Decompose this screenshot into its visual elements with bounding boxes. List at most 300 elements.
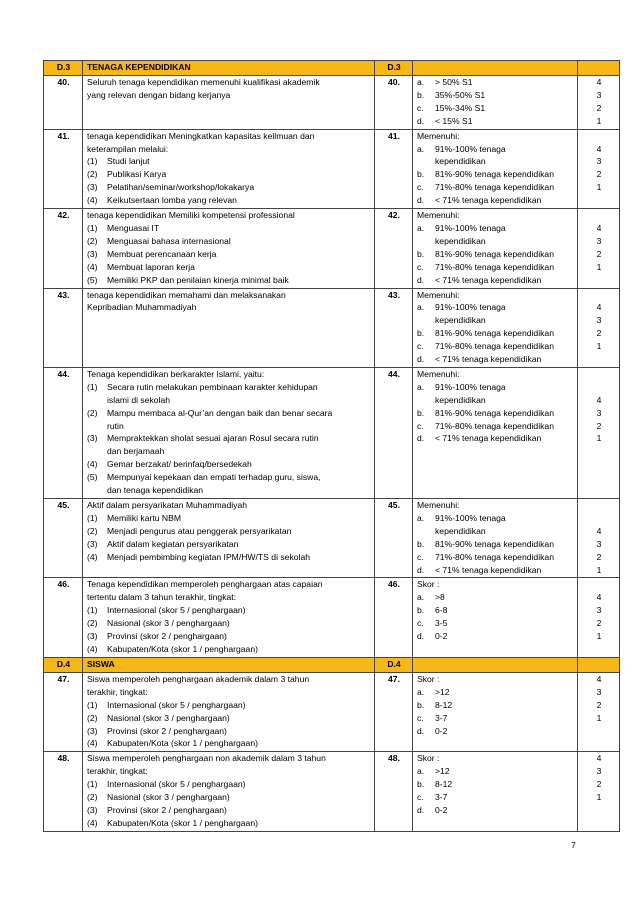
criteria-label: c. <box>417 341 424 352</box>
criteria-label: d. <box>417 115 425 126</box>
criteria-cell <box>413 752 578 831</box>
score-value: 3 <box>596 315 602 326</box>
criteria-line: < 15% S1 <box>435 115 473 126</box>
item-text <box>107 804 371 817</box>
indicator-number-right: 46. <box>375 578 413 657</box>
page-number: 7 <box>571 840 576 850</box>
indicator-description <box>83 76 375 130</box>
criteria-option <box>417 804 574 817</box>
item-label: (5) <box>87 472 98 483</box>
score-value: 1 <box>596 341 602 352</box>
score-value: 2 <box>596 102 602 113</box>
criteria-label: b. <box>417 779 425 790</box>
criteria-line: 81%-90% tenaga kependidikan <box>435 169 554 180</box>
indicator-number: 46. <box>44 578 83 657</box>
criteria-option <box>417 604 574 617</box>
score-value: 1 <box>596 261 602 272</box>
criteria-option <box>417 699 574 712</box>
criteria-line: 91%-100% tenaga <box>435 512 506 523</box>
indicator-number-right: 40. <box>375 76 413 130</box>
score-value: 4 <box>596 592 602 603</box>
item-line: dan tenaga kependidikan <box>107 485 204 496</box>
score-spacer <box>582 209 616 222</box>
criteria-line: 81%-90% tenaga kependidikan <box>435 407 554 418</box>
criteria-line: 35%-50% S1 <box>435 89 486 100</box>
criteria-option <box>417 591 574 604</box>
item-line: Keikutsertaan lomba yang relevan <box>107 195 237 206</box>
criteria-line: < 71% tenaga kependidikan <box>435 354 542 365</box>
criteria-line: 91%-100% tenaga <box>435 143 506 154</box>
item-line: Nasional (skor 3 / penghargaan) <box>107 792 230 803</box>
item-text <box>107 617 371 630</box>
item-label: (4) <box>87 738 98 749</box>
score-value: 3 <box>596 605 602 616</box>
criteria-label: b. <box>417 89 425 100</box>
item-label: (3) <box>87 631 98 642</box>
item-line: Mempraktekkan sholat sesuai ajaran Rosul secara rutin <box>107 433 319 444</box>
criteria-label: a. <box>417 222 425 233</box>
criteria-option <box>417 420 574 433</box>
description-item <box>87 525 371 538</box>
criteria-text <box>435 630 574 643</box>
criteria-text <box>435 420 574 433</box>
item-text <box>107 699 371 712</box>
score-spacer <box>582 512 616 525</box>
indicator-number-right: 41. <box>375 129 413 208</box>
item-line: Publikasi Karya <box>107 169 167 180</box>
indicator-description <box>83 672 375 751</box>
description-line: Siswa memperoleh penghargaan non akademik dalam 3 tahun <box>87 753 326 764</box>
criteria-text <box>435 604 574 617</box>
indicator-number: 48. <box>44 752 83 831</box>
indicator-description <box>83 288 375 367</box>
description-line: tenaga kependidikan Memiliki kompetensi professional <box>87 210 295 221</box>
item-text <box>107 222 371 235</box>
criteria-line: 8-12 <box>435 699 453 710</box>
item-label: (4) <box>87 195 98 206</box>
description-line: tenaga kependidikan memahami dan melaksanakan <box>87 289 286 300</box>
description-item <box>87 458 371 471</box>
score-cell <box>578 209 620 288</box>
description-item <box>87 699 371 712</box>
description-item <box>87 261 371 274</box>
item-text <box>107 274 371 287</box>
criteria-option <box>417 538 574 551</box>
item-text <box>107 512 371 525</box>
item-text <box>107 817 371 830</box>
item-line: Internasional (skor 5 / penghargaan) <box>107 699 246 710</box>
criteria-option <box>417 222 574 248</box>
criteria-text <box>435 564 574 577</box>
criteria-label: c. <box>417 182 424 193</box>
section-score-cell <box>578 61 620 76</box>
criteria-option <box>417 630 574 643</box>
indicator-number: 40. <box>44 76 83 130</box>
criteria-line: kependidikan <box>435 235 486 246</box>
criteria-text <box>435 248 574 261</box>
criteria-label: d. <box>417 631 425 642</box>
criteria-line: 3-7 <box>435 712 448 723</box>
criteria-text <box>435 340 574 353</box>
criteria-label: a. <box>417 592 425 603</box>
score-value: 1 <box>596 792 602 803</box>
criteria-text <box>435 168 574 181</box>
score-value: 1 <box>596 564 602 575</box>
criteria-line: kependidikan <box>435 156 486 167</box>
score-value: 3 <box>596 538 602 549</box>
description-item <box>87 778 371 791</box>
description-item <box>87 248 371 261</box>
indicator-number-right: 43. <box>375 288 413 367</box>
score-value: 2 <box>596 618 602 629</box>
item-text <box>107 194 371 207</box>
criteria-option <box>417 168 574 181</box>
criteria-option <box>417 181 574 194</box>
indicator-number: 44. <box>44 367 83 498</box>
score-spacer <box>582 289 616 302</box>
section-title: SISWA <box>83 657 375 672</box>
score-spacer <box>582 499 616 512</box>
criteria-line: >12 <box>435 766 450 777</box>
criteria-label: d. <box>417 274 425 285</box>
criteria-text <box>435 143 574 169</box>
description-item <box>87 737 371 750</box>
item-line: Nasional (skor 3 / penghargaan) <box>107 618 230 629</box>
item-line: Memiliki PKP dan penilaian kinerja minimal baik <box>107 274 289 285</box>
criteria-text <box>435 712 574 725</box>
criteria-line: < 71% tenaga kependidikan <box>435 195 542 206</box>
score-cell <box>578 752 620 831</box>
criteria-label: b. <box>417 605 425 616</box>
indicator-row <box>44 672 620 751</box>
item-line: Internasional (skor 5 / penghargaan) <box>107 779 246 790</box>
criteria-label: c. <box>417 420 424 431</box>
item-line: Mampu membaca al-Qur’an dengan baik dan benar secara <box>107 407 333 418</box>
description-line: Aktif dalam persyarikatan Muhammadiyah <box>87 500 248 510</box>
score-value: 1 <box>596 433 602 444</box>
indicator-row <box>44 367 620 498</box>
criteria-text <box>435 353 574 366</box>
criteria-line: kependidikan <box>435 525 486 536</box>
item-line: Pelatihan/seminar/workshop/lokakarya <box>107 182 255 193</box>
section-code: D.4 <box>44 657 83 672</box>
indicator-number-right: 45. <box>375 499 413 578</box>
indicator-row <box>44 499 620 578</box>
item-label: (2) <box>87 712 98 723</box>
description-item <box>87 274 371 287</box>
score-value: 1 <box>596 182 602 193</box>
criteria-line: 91%-100% tenaga <box>435 222 506 233</box>
criteria-text <box>435 102 574 115</box>
criteria-line: 3-5 <box>435 618 448 629</box>
score-cell <box>578 288 620 367</box>
item-label: (1) <box>87 605 98 616</box>
item-text <box>107 407 371 433</box>
description-item <box>87 512 371 525</box>
indicator-description <box>83 129 375 208</box>
criteria-heading: Memenuhi: <box>417 289 460 300</box>
description-item <box>87 617 371 630</box>
criteria-text <box>435 261 574 274</box>
score-value: 4 <box>596 673 602 684</box>
criteria-cell <box>413 288 578 367</box>
item-label: (2) <box>87 792 98 803</box>
item-text <box>107 155 371 168</box>
score-value: 1 <box>596 712 602 723</box>
criteria-label: c. <box>417 618 424 629</box>
description-item <box>87 817 371 830</box>
criteria-heading: Skor : <box>417 579 440 590</box>
criteria-line: kependidikan <box>435 315 486 326</box>
criteria-line: 71%-80% tenaga kependidikan <box>435 341 554 352</box>
item-label: (4) <box>87 551 98 562</box>
criteria-line: 91%-100% tenaga <box>435 381 506 392</box>
item-label: (3) <box>87 538 98 549</box>
criteria-label: a. <box>417 302 425 313</box>
criteria-heading: Memenuhi: <box>417 130 460 141</box>
criteria-option <box>417 301 574 327</box>
description-line: terakhir, tingkat: <box>87 766 148 777</box>
criteria-option <box>417 432 574 445</box>
item-text <box>107 471 371 497</box>
criteria-heading: Skor : <box>417 753 440 764</box>
score-value: 2 <box>596 551 602 562</box>
criteria-text <box>435 194 574 207</box>
item-line: Aktif dalam kegiatan persyarikatan <box>107 538 239 549</box>
criteria-line: 71%-80% tenaga kependidikan <box>435 182 554 193</box>
criteria-line: kependidikan <box>435 394 486 405</box>
description-item <box>87 538 371 551</box>
criteria-option <box>417 261 574 274</box>
description-item <box>87 181 371 194</box>
item-line: rutin <box>107 420 124 431</box>
item-label: (2) <box>87 407 98 418</box>
score-cell <box>578 367 620 498</box>
description-line: Seluruh tenaga kependidikan memenuhi kualifikasi akademik <box>87 77 320 87</box>
criteria-label: d. <box>417 195 425 206</box>
score-value: 3 <box>596 156 602 167</box>
description-item <box>87 725 371 738</box>
description-item <box>87 551 371 564</box>
score-value: 2 <box>596 699 602 710</box>
criteria-label: d. <box>417 725 425 736</box>
criteria-line: 6-8 <box>435 605 448 616</box>
criteria-label: d. <box>417 804 425 815</box>
item-text <box>107 630 371 643</box>
criteria-text <box>435 778 574 791</box>
criteria-text <box>435 791 574 804</box>
criteria-cell <box>413 499 578 578</box>
criteria-option <box>417 102 574 115</box>
criteria-text <box>435 591 574 604</box>
criteria-option <box>417 686 574 699</box>
indicator-number: 47. <box>44 672 83 751</box>
criteria-text <box>435 407 574 420</box>
description-line: yang relevan dengan bidang kerjanya <box>87 89 231 100</box>
item-label: (2) <box>87 169 98 180</box>
description-item <box>87 643 371 656</box>
item-label: (3) <box>87 433 98 444</box>
criteria-option <box>417 89 574 102</box>
criteria-option <box>417 564 574 577</box>
criteria-option <box>417 765 574 778</box>
score-value: 3 <box>596 686 602 697</box>
description-item <box>87 407 371 433</box>
criteria-text <box>435 765 574 778</box>
criteria-label: a. <box>417 512 425 523</box>
item-label: (1) <box>87 156 98 167</box>
score-value: 2 <box>596 328 602 339</box>
score-cell <box>578 76 620 130</box>
item-line: Nasional (skor 3 / penghargaan) <box>107 712 230 723</box>
criteria-line: 81%-90% tenaga kependidikan <box>435 328 554 339</box>
indicator-number-right: 42. <box>375 209 413 288</box>
item-line: Menjadi pengurus atau penggerak persyarikatan <box>107 525 292 536</box>
criteria-line: < 71% tenaga kependidikan <box>435 274 542 285</box>
instrument-table <box>43 60 620 832</box>
criteria-line: >12 <box>435 686 450 697</box>
item-line: Provinsi (skor 2 / penghargaan) <box>107 631 227 642</box>
criteria-cell <box>413 672 578 751</box>
criteria-label: a. <box>417 766 425 777</box>
item-line: islami di sekolah <box>107 394 171 405</box>
score-value: 1 <box>596 115 602 126</box>
criteria-label: a. <box>417 686 425 697</box>
indicator-description <box>83 752 375 831</box>
section-title: TENAGA KEPENDIDIKAN <box>83 61 375 76</box>
item-label: (2) <box>87 235 98 246</box>
criteria-line: 81%-90% tenaga kependidikan <box>435 248 554 259</box>
score-cell <box>578 672 620 751</box>
criteria-label: b. <box>417 407 425 418</box>
criteria-text <box>435 222 574 248</box>
description-item <box>87 432 371 458</box>
criteria-line: 15%-34% S1 <box>435 102 486 113</box>
item-line: Kabupaten/Kota (skor 1 / penghargaan) <box>107 817 258 828</box>
criteria-option <box>417 725 574 738</box>
score-value: 4 <box>596 753 602 764</box>
item-line: Menguasai bahasa internasional <box>107 235 231 246</box>
item-label: (4) <box>87 261 98 272</box>
item-text <box>107 525 371 538</box>
criteria-label: c. <box>417 261 424 272</box>
indicator-number: 41. <box>44 129 83 208</box>
indicator-description <box>83 367 375 498</box>
item-text <box>107 248 371 261</box>
criteria-label: d. <box>417 564 425 575</box>
item-line: Studi lanjut <box>107 156 150 167</box>
criteria-line: > 50% S1 <box>435 77 473 87</box>
criteria-text <box>435 512 574 538</box>
criteria-label: a. <box>417 143 425 154</box>
score-spacer <box>582 130 616 143</box>
item-text <box>107 737 371 750</box>
criteria-text <box>435 76 574 89</box>
criteria-label: c. <box>417 102 424 113</box>
item-label: (1) <box>87 512 98 523</box>
criteria-text <box>435 115 574 128</box>
criteria-text <box>435 181 574 194</box>
criteria-label: b. <box>417 538 425 549</box>
instrument-table-body <box>44 61 620 832</box>
criteria-label: a. <box>417 381 425 392</box>
criteria-option <box>417 76 574 89</box>
criteria-line: 0-2 <box>435 631 448 642</box>
criteria-option <box>417 353 574 366</box>
description-item <box>87 168 371 181</box>
score-value: 3 <box>596 235 602 246</box>
indicator-row <box>44 209 620 288</box>
item-label: (4) <box>87 643 98 654</box>
indicator-number: 42. <box>44 209 83 288</box>
section-header-row <box>44 61 620 76</box>
item-label: (1) <box>87 699 98 710</box>
criteria-line: < 71% tenaga kependidikan <box>435 564 542 575</box>
criteria-label: d. <box>417 354 425 365</box>
item-text <box>107 712 371 725</box>
score-value: 3 <box>596 766 602 777</box>
criteria-line: 0-2 <box>435 804 448 815</box>
criteria-option <box>417 340 574 353</box>
item-label: (3) <box>87 182 98 193</box>
description-line: Kepribadian Muhammadiyah <box>87 302 197 313</box>
item-text <box>107 538 371 551</box>
indicator-number-right: 48. <box>375 752 413 831</box>
item-text <box>107 261 371 274</box>
description-line: terakhir, tingkat: <box>87 686 148 697</box>
score-value: 2 <box>596 420 602 431</box>
score-cell <box>578 129 620 208</box>
score-spacer <box>582 578 616 591</box>
criteria-label: c. <box>417 792 424 803</box>
criteria-label: b. <box>417 169 425 180</box>
criteria-option <box>417 407 574 420</box>
description-item <box>87 155 371 168</box>
criteria-heading: Memenuhi: <box>417 210 460 221</box>
criteria-option <box>417 143 574 169</box>
criteria-cell <box>413 76 578 130</box>
score-spacer <box>582 368 616 381</box>
item-label: (3) <box>87 804 98 815</box>
description-item <box>87 712 371 725</box>
criteria-text <box>435 432 574 445</box>
criteria-text <box>435 538 574 551</box>
criteria-heading: Skor : <box>417 673 440 684</box>
criteria-text <box>435 725 574 738</box>
criteria-line: 71%-80% tenaga kependidikan <box>435 420 554 431</box>
description-item <box>87 630 371 643</box>
section-header-row <box>44 657 620 672</box>
item-text <box>107 551 371 564</box>
item-text <box>107 643 371 656</box>
score-value: 4 <box>596 525 602 536</box>
item-label: (2) <box>87 618 98 629</box>
score-value: 3 <box>596 407 602 418</box>
item-text <box>107 181 371 194</box>
indicator-description <box>83 209 375 288</box>
criteria-text <box>435 617 574 630</box>
item-text <box>107 381 371 407</box>
item-text <box>107 458 371 471</box>
criteria-option <box>417 381 574 407</box>
item-line: Menguasai IT <box>107 222 160 233</box>
criteria-cell <box>413 129 578 208</box>
score-value: 4 <box>596 77 602 87</box>
criteria-text <box>435 89 574 102</box>
criteria-option <box>417 248 574 261</box>
criteria-cell <box>413 209 578 288</box>
item-label: (4) <box>87 817 98 828</box>
